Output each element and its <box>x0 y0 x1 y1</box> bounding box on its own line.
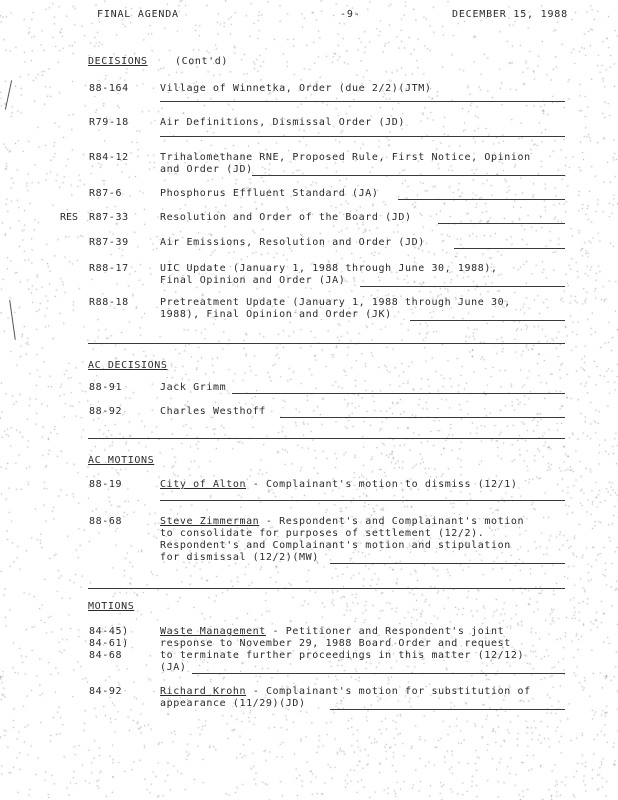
item-title <box>160 686 531 698</box>
motion-text: - Complainant's motion for substitution of <box>246 686 531 697</box>
page-number: -9- <box>340 9 361 20</box>
section-rule <box>88 588 565 589</box>
item-rule <box>160 101 565 102</box>
header-left: FINAL AGENDA <box>97 9 179 20</box>
item-number: R79-18 <box>89 117 129 128</box>
item-title-cont: appearance (11/29)(JD) <box>160 698 306 709</box>
item-title-cont: response to November 29, 1988 Board Order and request <box>160 638 511 649</box>
item-rule <box>280 417 565 418</box>
item-title-cont: 1988), Final Opinion and Order (JK) <box>160 309 392 320</box>
item-rule <box>410 320 565 321</box>
item-number: 88-164 <box>89 83 129 94</box>
motions-heading: MOTIONS <box>88 601 135 612</box>
item-number: 88-68 <box>89 516 123 527</box>
item-title <box>160 479 518 491</box>
section-rule <box>88 343 565 344</box>
item-number: 88-92 <box>89 406 123 417</box>
item-title <box>160 516 524 528</box>
item-title: Trihalomethane RNE, Proposed Rule, First Notice, Opinion <box>160 152 531 163</box>
item-rule <box>360 286 565 287</box>
item-title: Air Emissions, Resolution and Order (JD) <box>160 237 425 248</box>
item-number: 84-61) <box>89 638 129 649</box>
item-title: Jack Grimm <box>160 382 227 393</box>
header-date: DECEMBER 15, 1988 <box>452 9 568 20</box>
item-title-cont: Final Opinion and Order (JA) <box>160 275 346 286</box>
item-rule <box>398 199 565 200</box>
item-title <box>160 626 504 638</box>
item-rule <box>160 136 565 137</box>
item-title-cont: (JA) <box>160 662 187 673</box>
item-number: R87-6 <box>89 188 123 199</box>
item-rule <box>232 393 565 394</box>
ac-motions-heading: AC MOTIONS <box>88 455 155 466</box>
motion-text: - Respondent's and Complainant's motion <box>259 516 525 527</box>
item-number: 84-68 <box>89 650 123 661</box>
party-name: Richard Krohn <box>160 686 247 697</box>
item-rule <box>330 563 565 564</box>
section-rule <box>88 438 565 439</box>
motion-text: - Complainant's motion to dismiss (12/1) <box>246 479 518 490</box>
item-title: Pretreatment Update (January 1, 1988 through June 30, <box>160 297 511 308</box>
decisions-cont: (Cont'd) <box>175 56 228 67</box>
party-name: City of Alton <box>160 479 247 490</box>
item-number: R87-33 <box>89 212 129 223</box>
item-number: 88-91 <box>89 382 123 393</box>
item-number: R84-12 <box>89 152 129 163</box>
party-name: Waste Management <box>160 626 266 637</box>
item-rule <box>252 175 565 176</box>
item-title: UIC Update (January 1, 1988 through June 30, 1988), <box>160 263 498 274</box>
item-rule <box>454 248 565 249</box>
item-number: R88-18 <box>89 297 129 308</box>
item-number: 88-19 <box>89 479 123 490</box>
item-title: Village of Winnetka, Order (due 2/2)(JTM) <box>160 83 432 94</box>
item-rule <box>160 500 565 501</box>
item-title-cont: to consolidate for purposes of settlement (12/2). <box>160 528 485 539</box>
res-margin-mark: RES <box>60 212 79 223</box>
party-name: Steve Zimmerman <box>160 516 260 527</box>
item-rule <box>438 223 565 224</box>
item-title-cont: and Order (JD) <box>160 164 253 175</box>
item-number: 84-92 <box>89 686 123 697</box>
item-title-cont: to terminate further proceedings in this matter (12/12) <box>160 650 525 661</box>
item-number: R88-17 <box>89 263 129 274</box>
item-rule <box>192 673 565 674</box>
item-rule <box>330 709 565 710</box>
item-title: Resolution and Order of the Board (JD) <box>160 212 412 223</box>
item-title: Air Definitions, Dismissal Order (JD) <box>160 117 405 128</box>
decisions-heading: DECISIONS <box>88 56 148 67</box>
item-number: 84-45) <box>89 626 129 637</box>
item-title: Phosphorus Effluent Standard (JA) <box>160 188 379 199</box>
item-title: Charles Westhoff <box>160 406 266 417</box>
item-title-cont: for dismissal (12/2)(MW) <box>160 552 319 563</box>
motion-text: - Petitioner and Respondent's joint <box>265 626 505 637</box>
ac-decisions-heading: AC DECISIONS <box>88 360 168 371</box>
item-title-cont: Respondent's and Complainant's motion and stipulation <box>160 540 511 551</box>
item-number: R87-39 <box>89 237 129 248</box>
